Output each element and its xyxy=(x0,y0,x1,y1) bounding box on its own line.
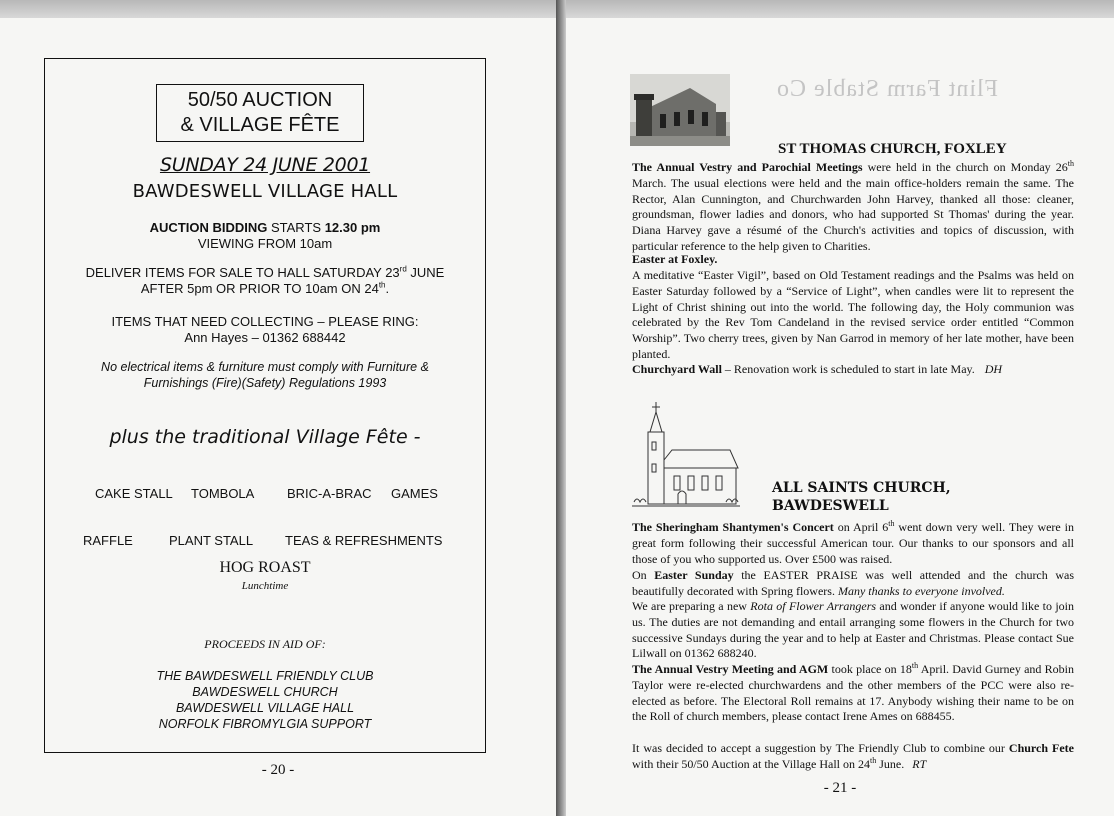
wall-initials: DH xyxy=(984,362,1003,376)
agm-text-b: April. David Gurney and Robin Taylor were re-elected churchwardens and the other members of the PCC were also re-elected as before. The Electoral Roll remains at 17. Anybody wishing their name to be on the Roll of church members, please contact Irene Ames on 688455. xyxy=(632,662,1074,724)
fete-text-b: with their 50/50 Auction at the Village Hall on 24 xyxy=(632,756,871,771)
stall-plant: PLANT STALL xyxy=(169,533,254,548)
shanty-text-b: went down very well. They were in great form following their successful American tour. Our thanks to our sponsors and all those of you who supported us. Over £500 was raised. xyxy=(632,520,1075,566)
shanty-text-a: on April 6 xyxy=(833,520,889,534)
esun-text-b: the EASTER PRAISE was well attended and the church was beautifully decorated with Spring flowers. xyxy=(632,568,1074,598)
show-through-text: Flint Farm Stable Co xyxy=(776,76,999,102)
event-date: SUNDAY 24 JUNE 2001 xyxy=(159,154,371,176)
hog-roast: HOG ROAST xyxy=(219,559,311,576)
vestry-sup: th xyxy=(1067,159,1074,168)
fete-text-c: June. xyxy=(876,756,905,771)
easter-foxley-heading xyxy=(632,252,1074,268)
auction-time: 12.30 pm xyxy=(324,220,381,235)
proceeds-heading: PROCEEDS IN AID OF: xyxy=(204,637,326,651)
collect-line-1: ITEMS THAT NEED COLLECTING – PLEASE RING: xyxy=(111,314,419,329)
agm-text-a: took place on 18 xyxy=(828,662,912,676)
vestry-text-a: were held in the church on Monday 26 xyxy=(862,160,1068,174)
beneficiary-item: BAWDESWELL CHURCH xyxy=(192,685,338,699)
deliver-2-sup: th xyxy=(378,280,386,290)
beneficiary-item: THE BAWDESWELL FRIENDLY CLUB xyxy=(156,669,374,683)
deliver-2-pre: AFTER 5pm OR PRIOR TO 10am ON 24 xyxy=(140,281,379,296)
esun-bold: Easter Sunday xyxy=(654,568,734,582)
stall-games: GAMES xyxy=(391,486,438,501)
deliver-1-sup: rd xyxy=(399,264,407,274)
collect-contact: Ann Hayes – 01362 688442 xyxy=(184,330,346,345)
wall-bold: Churchyard Wall xyxy=(632,362,722,376)
shantymen-paragraph xyxy=(632,520,1074,567)
poster-title-box xyxy=(156,84,364,142)
esun-text-a: On xyxy=(632,568,655,582)
fete-initials: RT xyxy=(912,756,927,771)
churchyard-wall-paragraph xyxy=(632,362,1074,378)
event-venue: BAWDESWELL VILLAGE HALL xyxy=(132,181,398,202)
agm-bold: The Annual Vestry Meeting and AGM xyxy=(632,662,829,676)
deliver-line-2 xyxy=(45,281,485,296)
page-number-right: - 21 - xyxy=(823,780,857,796)
vestry-bold: The Annual Vestry and Parochial Meetings xyxy=(632,160,863,174)
stall-cake: CAKE STALL xyxy=(95,486,173,501)
rota-text-b: and wonder if anyone would like to join us. The duties are not demanding and entail arranging some flowers in the Church for two successive Sundays during the year and to help at Easter and Christmas. Please contact Sue Lilwall on 01362 688240. xyxy=(632,599,1075,661)
easter-foxley-paragraph: A meditative “Easter Vigil”, based on Old Testament readings and the Psalms was held on Easter Saturday followed by a “Service of Light”, when candles were lit to represent the Light of Christ shining out into the world. The following day, the Holy communion was celebrated by the Rev Tom Candeland in the revised service order entitled “Common Worship”. Two cherry trees, given by Nan Garrod in memory of her late mother, have been planted. xyxy=(632,268,1074,361)
agm-paragraph xyxy=(632,662,1074,725)
deliver-1-pre: DELIVER ITEMS FOR SALE TO HALL SATURDAY 23 xyxy=(85,265,400,280)
auction-start-line xyxy=(45,220,485,235)
church-fete-paragraph xyxy=(632,741,1074,773)
left-page xyxy=(0,18,557,816)
auction-bold: AUCTION BIDDING xyxy=(149,220,268,235)
stall-tombola: TOMBOLA xyxy=(191,486,255,501)
agm-sup: th xyxy=(911,661,919,670)
rota-italic: Rota of Flower Arrangers xyxy=(750,599,877,613)
stall-raffle: RAFFLE xyxy=(83,533,133,548)
esun-italic: Many thanks to everyone involved. xyxy=(837,583,1005,598)
poster-title-line2: & VILLAGE FÊTE xyxy=(180,114,340,136)
rota-text-a: We are preparing a new xyxy=(632,599,751,613)
easter-sunday-paragraph xyxy=(632,568,1074,600)
beneficiary-item: BAWDESWELL VILLAGE HALL xyxy=(175,701,355,715)
right-page xyxy=(566,18,1114,816)
foxley-vestry-paragraph xyxy=(632,160,1074,255)
page-number-left: - 20 - xyxy=(261,762,295,778)
stall-bric-a-brac: BRIC-A-BRAC xyxy=(287,486,372,501)
easter-heading: Easter at Foxley. xyxy=(632,252,718,266)
hog-roast-time: Lunchtime xyxy=(241,580,289,592)
auction-rest: STARTS xyxy=(267,220,325,235)
deliver-2-post: . xyxy=(385,281,390,296)
wall-text: – Renovation work is scheduled to start in late May. xyxy=(721,362,975,376)
regulation-notice-1: No electrical items & furniture must comply with Furniture & xyxy=(101,360,429,374)
all-saints-heading-line2: BAWDESWELL xyxy=(772,498,889,514)
deliver-1-post: JUNE xyxy=(406,265,445,280)
deliver-line-1 xyxy=(45,265,485,280)
shanty-bold: The Sheringham Shantymen's Concert xyxy=(632,520,834,534)
shanty-sup: th xyxy=(888,519,895,528)
fete-text-a: It was decided to accept a suggestion by The Friendly Club to combine our xyxy=(632,741,1009,755)
fete-poster xyxy=(44,58,486,753)
foxley-heading: ST THOMAS CHURCH, FOXLEY xyxy=(778,141,1007,157)
village-fete-line: plus the traditional Village Fête - xyxy=(109,426,421,448)
flower-rota-paragraph xyxy=(632,599,1074,662)
vestry-text-b: March. The usual elections were held and the main office-holders remain the same. The Rector, Alan Cunnington, and Churchwarden John Harvey, thanked all those: cleaner, groundsman, flower ladies and donors, who had supported St Thomas' during the year. Diana Harvey gave a résumé of the Church's activities and topics of discussion, with particular reference to the help given to Charities. xyxy=(632,175,1074,253)
beneficiary-item: NORFOLK FIBROMYLGIA SUPPORT xyxy=(158,717,372,731)
bawdeswell-church-drawing xyxy=(630,402,740,510)
book-gutter xyxy=(556,0,566,816)
fete-bold: Church Fete xyxy=(1008,741,1074,755)
viewing-line: VIEWING FROM 10am xyxy=(197,236,333,251)
stall-teas: TEAS & REFRESHMENTS xyxy=(285,533,443,548)
regulation-notice-2: Furnishings (Fire)(Safety) Regulations 1993 xyxy=(143,376,387,390)
foxley-church-image xyxy=(630,74,730,146)
fete-sup: th xyxy=(870,755,877,765)
poster-title-line1: 50/50 AUCTION xyxy=(187,89,333,111)
all-saints-heading-line1: ALL SAINTS CHURCH, xyxy=(772,480,951,496)
